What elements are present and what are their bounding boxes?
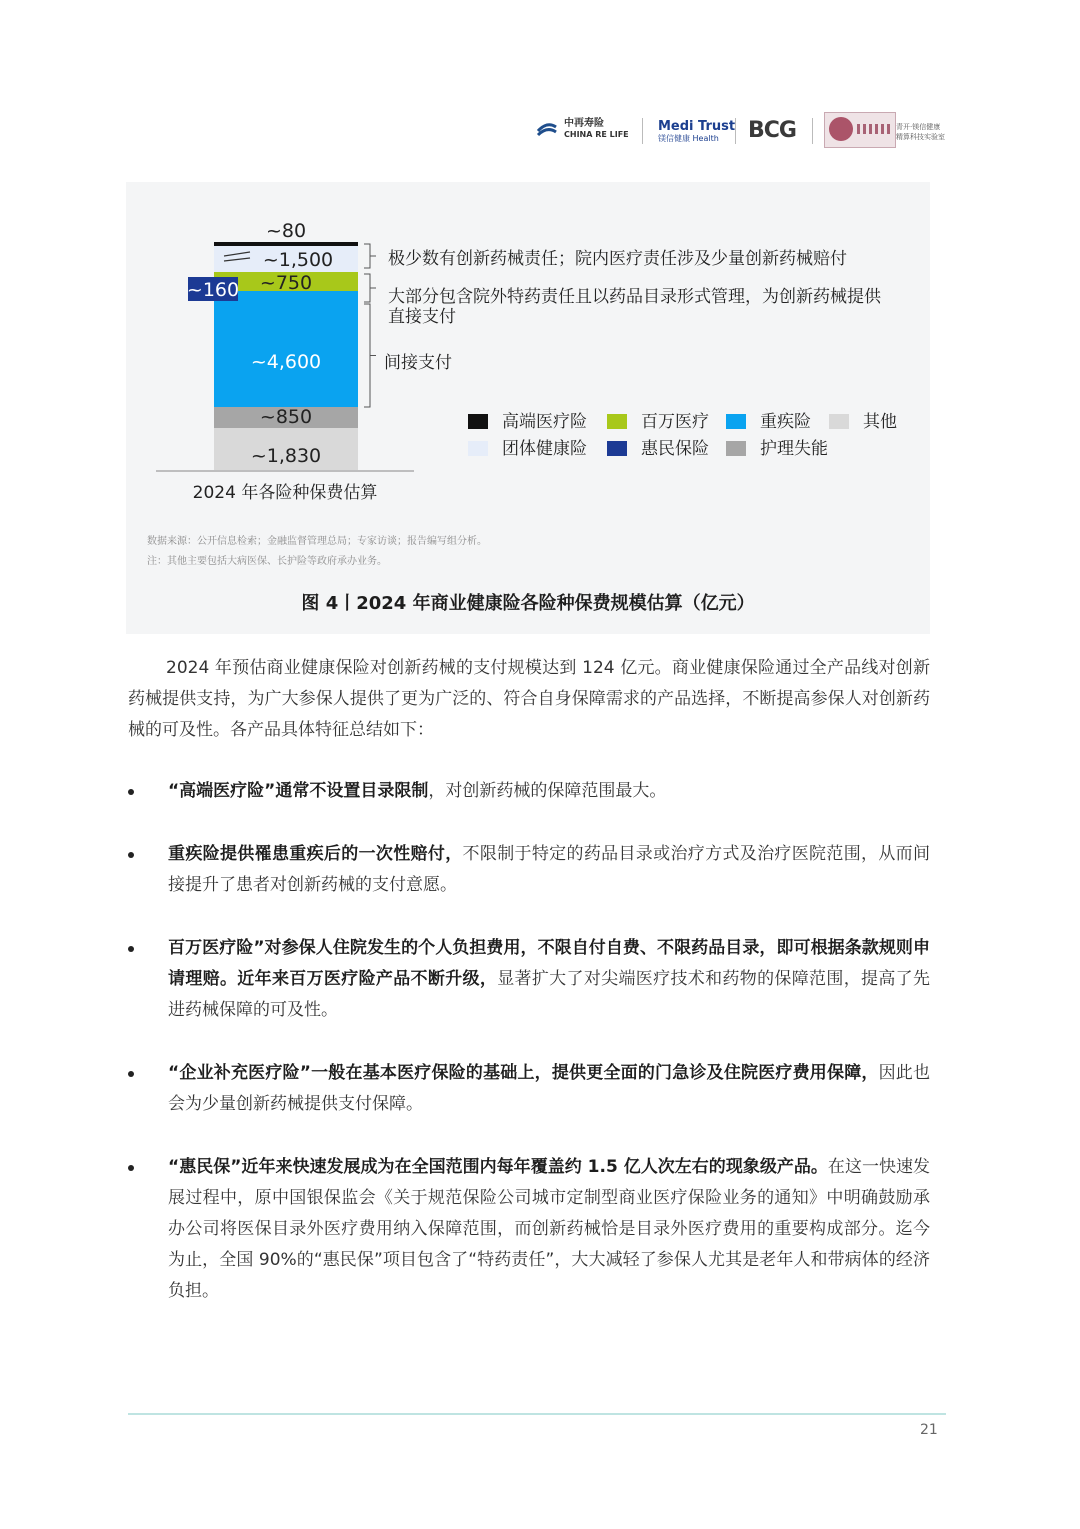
- legend-label-重疾险: 重疾险: [760, 412, 811, 432]
- legend-swatch-高端医疗险: [468, 414, 488, 429]
- bullet-item: [128, 1058, 930, 1120]
- bullet-item: [128, 933, 930, 1026]
- meditrust-sub: 镁信健康 Health: [658, 134, 719, 143]
- bullet-item: [128, 1152, 930, 1307]
- page-number: 21: [920, 1422, 938, 1438]
- bullet-dot-icon: [128, 1071, 134, 1077]
- legend-label-百万医疗: 百万医疗: [641, 412, 709, 432]
- bracket-middle: [364, 274, 376, 302]
- data-label-其他: ~1,830: [250, 445, 322, 467]
- feature-bullet-list: [128, 776, 930, 1307]
- legend-label-护理失能: 护理失能: [760, 439, 828, 459]
- figure-source-note: [147, 532, 487, 572]
- pku-logo: [824, 112, 896, 148]
- meditrust-logo: [658, 120, 735, 144]
- data-source: 数据来源：公开信息检索；金融监督管理总局；专家访谈；报告编写组分析。: [147, 536, 487, 547]
- pku-script: [857, 124, 891, 134]
- legend-label-其他: 其他: [863, 412, 897, 432]
- china-re-life-en: CHINA RE LIFE: [564, 130, 629, 139]
- china-re-life-logo: [536, 118, 629, 140]
- data-label-惠民保险: ~160: [186, 279, 240, 301]
- data-label-重疾险: ~4,600: [250, 351, 322, 373]
- bullet-rest-text: 因此也会为少量创新药械提供支付保障。: [168, 1063, 930, 1114]
- annotation-middle-line2: 直接支付: [388, 307, 456, 327]
- legend-swatch-重疾险: [726, 414, 746, 429]
- legend-swatch-惠民保险: [607, 441, 627, 456]
- figure-caption: 图 4丨2024 年商业健康险各险种保费规模估算（亿元）: [301, 593, 755, 614]
- bullet-rest-text: 在这一快速发展过程中，原中国银保监会《关于规范保险公司城市定制型商业医疗保险业务的通知》中明确鼓励承办公司将医保目录外医疗费用纳入保障范围，而创新药械恰是目录外医疗费用的重要构成部分。迄今为止，全国 90%的“惠民保”项目包含了“特药责任”，大大减轻了参保人尤其是老年人和带病体的经济负担。: [168, 1157, 931, 1301]
- bullet-rest-text: 不限制于特定的药品目录或治疗方式及治疗医院范围，从而间接提升了患者对创新药械的支付意愿。: [168, 844, 931, 895]
- intro-text: 2024 年预估商业健康保险对创新药械的支付规模达到 124 亿元。商业健康保险通过全产品线对创新药械提供支持，为广大参保人提供了更为广泛的、符合自身保障需求的产品选择，不断提高参保人对创新药械的可及性。各产品具体特征总结如下：: [128, 658, 930, 740]
- bullet-dot-icon: [128, 1165, 134, 1171]
- header-logos: [530, 112, 950, 152]
- bullet-rest-text: 显著扩大了对尖端医疗技术和药物的保障范围，提高了先进药械保障的可及性。: [168, 969, 931, 1020]
- bullet-bold-text: 百万医疗险”对参保人住院发生的个人负担费用，不限自付自费、不限药品目录，即可根据条款规则申请理赔。近年来百万医疗险产品不断升级，: [168, 938, 930, 989]
- legend-swatch-其他: [829, 414, 849, 429]
- logo-divider: [812, 118, 813, 144]
- legend-swatch-团体健康险: [468, 441, 488, 456]
- bullet-rest-text: ，对创新药械的保障范围最大。: [428, 781, 667, 801]
- bullet-dot-icon: [128, 789, 134, 795]
- legend-swatch-百万医疗: [607, 414, 627, 429]
- pku-seal-icon: [829, 117, 853, 141]
- legend-swatch-护理失能: [726, 441, 746, 456]
- legend-label-惠民保险: 惠民保险: [641, 439, 709, 459]
- bullet-item: [128, 776, 930, 807]
- x-category-label: 2024 年各险种保费估算: [192, 483, 378, 503]
- logo-divider: [735, 118, 736, 144]
- legend-label-高端医疗险: 高端医疗险: [502, 412, 587, 432]
- intro-paragraph: [128, 653, 930, 746]
- legend-label-团体健康险: 团体健康险: [502, 439, 587, 459]
- annotation-middle-line1: 大部分包含院外特药责任且以药品目录形式管理，为创新药械提供: [388, 287, 881, 307]
- china-re-life-mark-icon: [536, 118, 558, 140]
- bullet-bold-text: “惠民保”近年来快速发展成为在全国范围内每年覆盖约 1.5 亿人次左右的现象级产品。: [168, 1157, 828, 1177]
- data-label-高端医疗险: ~80: [265, 220, 307, 242]
- bar-segment-高端医疗险: [214, 242, 358, 246]
- annotation-bottom: 间接支付: [384, 353, 452, 373]
- lab-line-1: 青开·镁信健康: [896, 123, 941, 131]
- data-label-护理失能: ~850: [259, 406, 313, 428]
- bar-segment-重疾险: [214, 291, 358, 407]
- data-label-百万医疗: ~750: [259, 272, 313, 294]
- figure-note: 注：其他主要包括大病医保、长护险等政府承办业务。: [147, 556, 387, 567]
- bracket-top: [364, 244, 376, 268]
- meditrust-name: Medi Trust: [658, 119, 736, 134]
- annotation-top: 极少数有创新药械责任；院内医疗责任涉及少量创新药械赔付: [388, 249, 847, 269]
- lab-logo-text: [896, 122, 945, 142]
- bcg-logo: BCG: [748, 118, 796, 143]
- bullet-dot-icon: [128, 852, 134, 858]
- bullet-item: [128, 839, 930, 901]
- bullet-dot-icon: [128, 946, 134, 952]
- lab-line-2: 精算科技实验室: [896, 133, 945, 141]
- china-re-life-cn: 中再寿险: [564, 118, 604, 129]
- bracket-bottom: [364, 304, 376, 407]
- logo-divider: [642, 118, 643, 144]
- bullet-bold-text: 重疾险提供罹患重疾后的一次性赔付，: [168, 844, 463, 864]
- footer-rule: [128, 1413, 946, 1415]
- bullet-bold-text: “高端医疗险”通常不设置目录限制: [168, 781, 429, 801]
- bullet-bold-text: “企业补充医疗险”一般在基本医疗保险的基础上，提供更全面的门急诊及住院医疗费用保障，: [168, 1063, 879, 1083]
- premium-stacked-bar-chart: [126, 182, 930, 522]
- data-label-团体健康险: ~1,500: [262, 249, 334, 271]
